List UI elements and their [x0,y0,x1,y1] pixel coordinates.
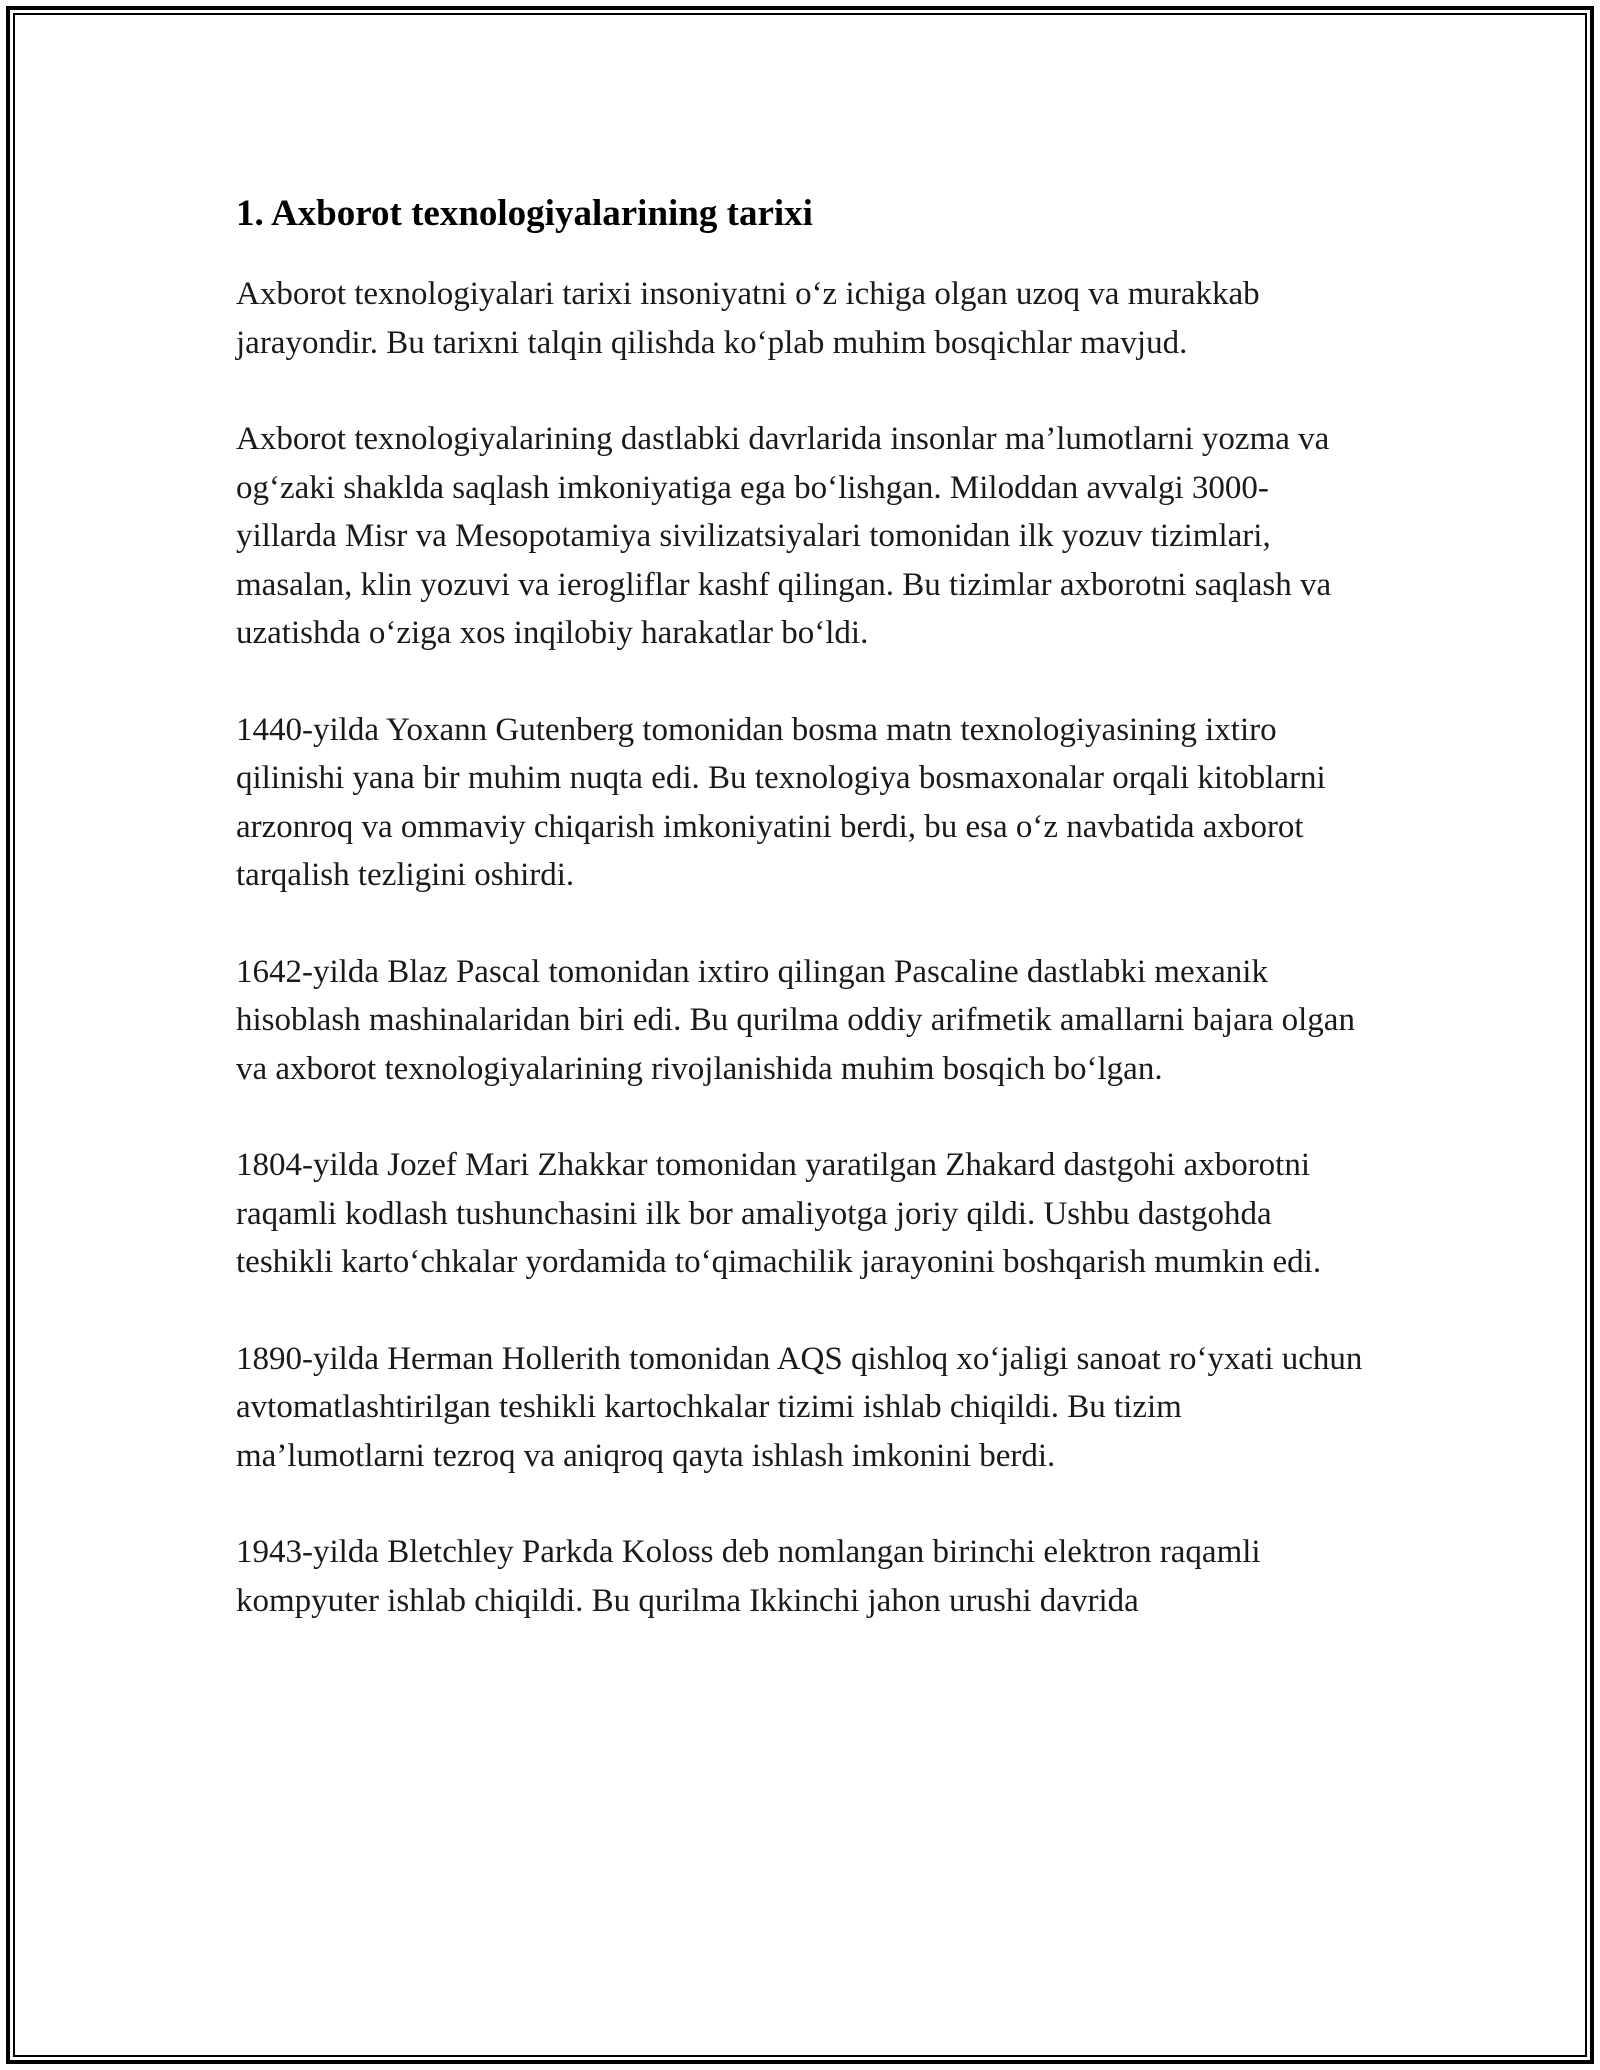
paragraph-pascal: 1642-yilda Blaz Pascal tomonidan ixtiro qilingan Pascaline dastlabki mexanik hisoblash mashinalaridan biri edi. Bu qurilma oddiy arifmetik amallarni bajara olgan va axborot texnologiyalarining rivojlanishida muhim bosqich bo‘lgan. [236,953,1355,1087]
paragraph-jacquard: 1804-yilda Jozef Mari Zhakkar tomonidan yaratilgan Zhakard dastgohi axborotni raqamli kodlash tushunchasini ilk bor amaliyotga joriy qildi. Ushbu dastgohda teshikli karto‘chkalar yordamida to‘qimachilik jarayonini boshqarish mumkin edi. [236,1147,1322,1280]
paragraph-intro: Axborot texnologiyalari tarixi insoniyatni o‘z ichiga olgan uzoq va murakkab jarayondir. Bu tarixni talqin qilishda ko‘plab muhim bosqichlar mavjud. [236,276,1260,361]
document-page [236,186,1366,1625]
paragraph-early-writing: Axborot texnologiyalarining dastlabki davrlarida insonlar ma’lumotlarni yozma va og‘zaki shaklda saqlash imkoniyatiga ega bo‘lishgan. Miloddan avvalgi 3000-yillarda Misr va Mesopotamiya sivilizatsiyalari tomonidan ilk yozuv tizimlari, masalan, klin yozuvi va ierogliflar kashf qilingan. Bu tizimlar axborotni saqlash va uzatishda o‘ziga xos inqilobiy harakatlar bo‘ldi. [236,421,1332,651]
paragraph-gutenberg: 1440-yilda Yoxann Gutenberg tomonidan bosma matn texnologiyasining ixtiro qilinishi yana bir muhim nuqta edi. Bu texnologiya bosmaxonalar orqali kitoblarni arzonroq va ommaviy chiqarish imkoniyatini berdi, bu esa o‘z navbatida axborot tarqalish tezligini oshirdi. [236,711,1326,893]
section-heading: 1. Axborot texnologiyalarining tarixi [236,193,813,234]
paragraph-colossus: 1943-yilda Bletchley Parkda Koloss deb nomlangan birinchi elektron raqamli kompyuter ishlab chiqildi. Bu qurilma Ikkinchi jahon urushi davrida [236,1534,1261,1619]
paragraph-hollerith: 1890-yilda Herman Hollerith tomonidan AQS qishloq xo‘jaligi sanoat ro‘yxati uchun avtomatlashtirilgan teshikli kartochkalar tizimi ishlab chiqildi. Bu tizim ma’lumotlarni tezroq va aniqroq qayta ishlash imkonini berdi. [236,1340,1363,1474]
